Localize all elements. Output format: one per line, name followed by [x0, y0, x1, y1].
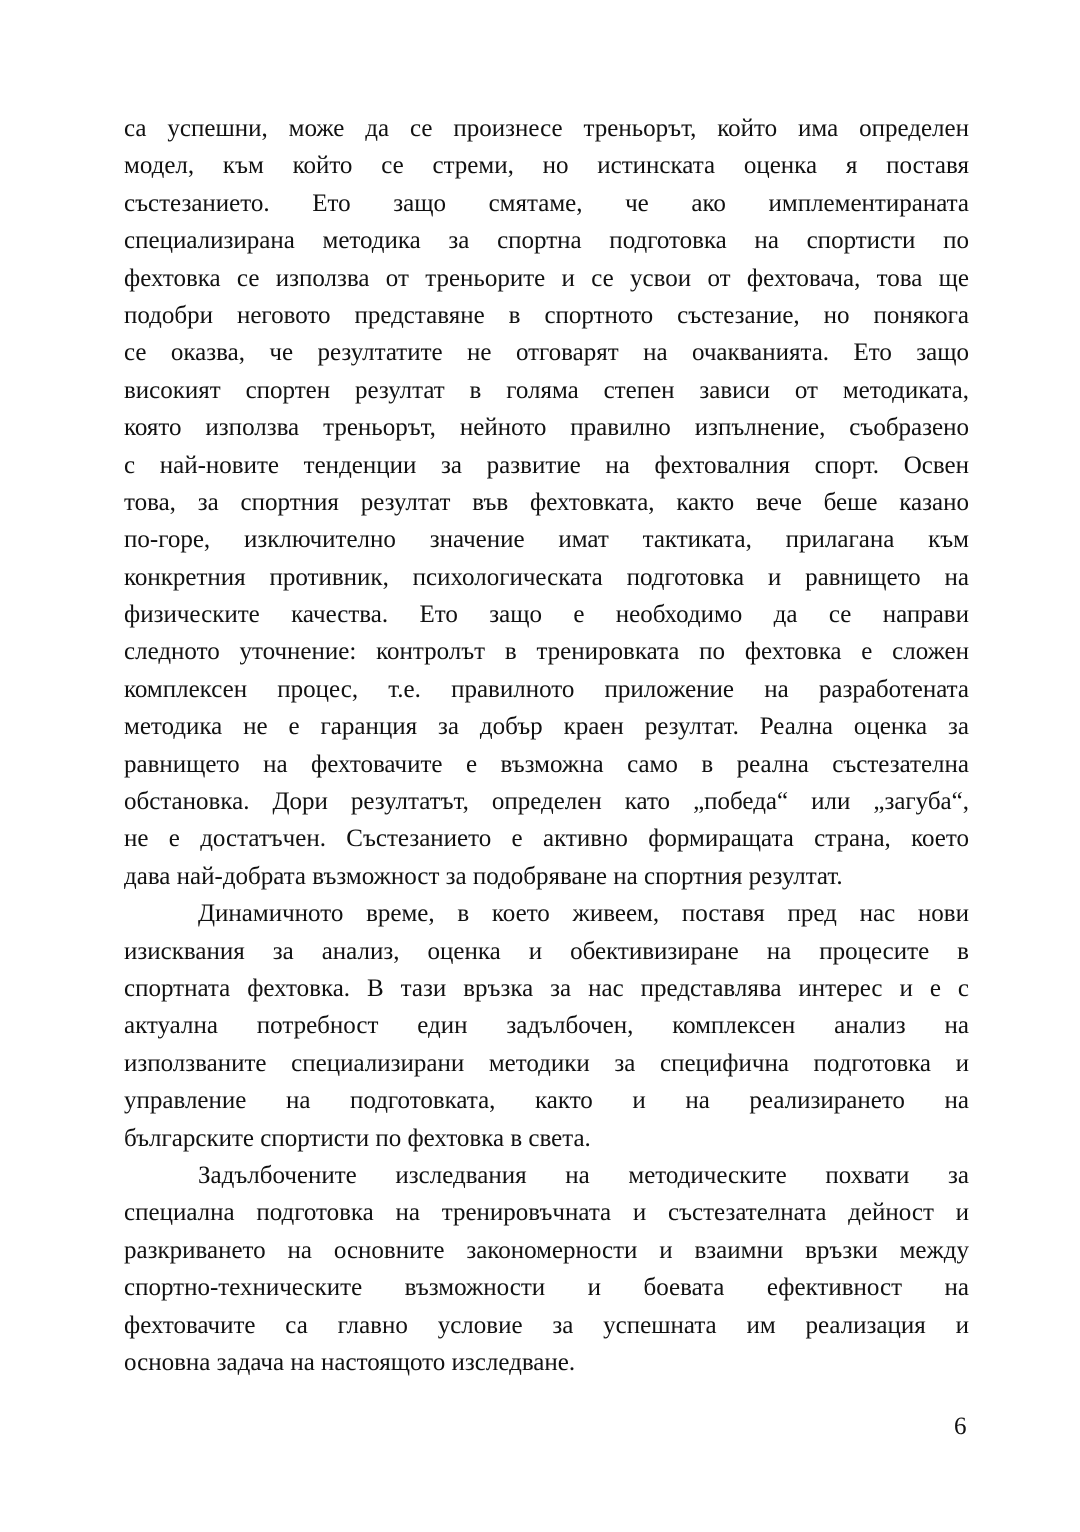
paragraph: [124, 1157, 969, 1381]
text-line: фехтовачите са главно условие за успешната им реализация и: [124, 1311, 969, 1339]
text-line: изисквания за анализ, оценка и обективизиране на процесите в: [124, 937, 969, 965]
text-line: която използва треньорът, нейното правилно изпълнение, съобразено: [124, 414, 969, 442]
text-line: по-горе, изключително значение имат тактиката, прилагана към: [124, 526, 969, 554]
page-body: [124, 110, 969, 1381]
paragraph: [124, 110, 969, 895]
text-line: разкриването на основните закономерности и взаимни връзки между: [124, 1236, 969, 1264]
text-line: основна задача на настоящото изследване.: [124, 1348, 576, 1376]
text-line: това, за спортния резултат във фехтовката, както вече беше казано: [124, 488, 969, 516]
text-line: използваните специализирани методики за специфична подготовка и: [124, 1049, 969, 1077]
text-line: специална подготовка на тренировъчната и състезателната дейност и: [124, 1199, 969, 1227]
text-line: Динамичното време, в което живеем, поставя пред нас нови: [198, 900, 969, 928]
text-line: управление на подготовката, както и на реализирането на: [124, 1087, 969, 1115]
text-line: следното уточнение: контролът в тренировката по фехтовка е сложен: [124, 638, 969, 666]
text-line: не е достатъчен. Състезанието е активно формиращата страна, което: [124, 825, 969, 853]
text-line: методика не е гаранция за добър краен резултат. Реална оценка за: [124, 713, 969, 741]
text-line: фехтовка се използва от треньорите и се усвои от фехтовача, това ще: [124, 264, 969, 292]
text-line: физическите качества. Ето защо е необходимо да се направи: [124, 601, 969, 629]
text-line: спортно-техническите възможности и боевата ефективност на: [124, 1274, 969, 1302]
text-line: равнището на фехтовачите е възможна само в реална състезателна: [124, 750, 969, 778]
text-line: високият спортен резултат в голяма степен зависи от методиката,: [124, 376, 969, 404]
page-number: 6: [954, 1413, 967, 1440]
text-line: подобри неговото представяне в спортното състезание, но понякога: [124, 301, 969, 329]
text-line: с най-новите тенденции за развитие на фехтовалния спорт. Освен: [124, 451, 969, 479]
text-line: се оказва, че резултатите не отговарят на очакванията. Ето защо: [124, 339, 969, 367]
text-line: конкретния противник, психологическата подготовка и равнището на: [124, 563, 969, 591]
text-line: специализирана методика за спортна подготовка на спортисти по: [124, 227, 969, 255]
text-line: българските спортисти по фехтовка в света.: [124, 1124, 591, 1152]
text-line: комплексен процес, т.е. правилното приложение на разработената: [124, 675, 969, 703]
text-line: Задълбочените изследвания на методическите похвати за: [198, 1161, 969, 1189]
text-line: обстановка. Дори резултатът, определен като „победа“ или „загуба“,: [124, 788, 969, 816]
text-line: модел, към който се стреми, но истинската оценка я поставя: [124, 152, 969, 180]
text-line: са успешни, може да се произнесе треньорът, който има определен: [124, 115, 969, 142]
text-line: дава най-добрата възможност за подобряване на спортния резултат.: [124, 862, 843, 890]
text-line: състезанието. Ето защо смятаме, че ако имплементираната: [124, 189, 969, 217]
text-line: актуална потребност един задълбочен, комплексен анализ на: [124, 1012, 969, 1040]
text-line: спортната фехтовка. В тази връзка за нас представлява интерес и е с: [124, 974, 969, 1002]
paragraph: [124, 895, 969, 1157]
